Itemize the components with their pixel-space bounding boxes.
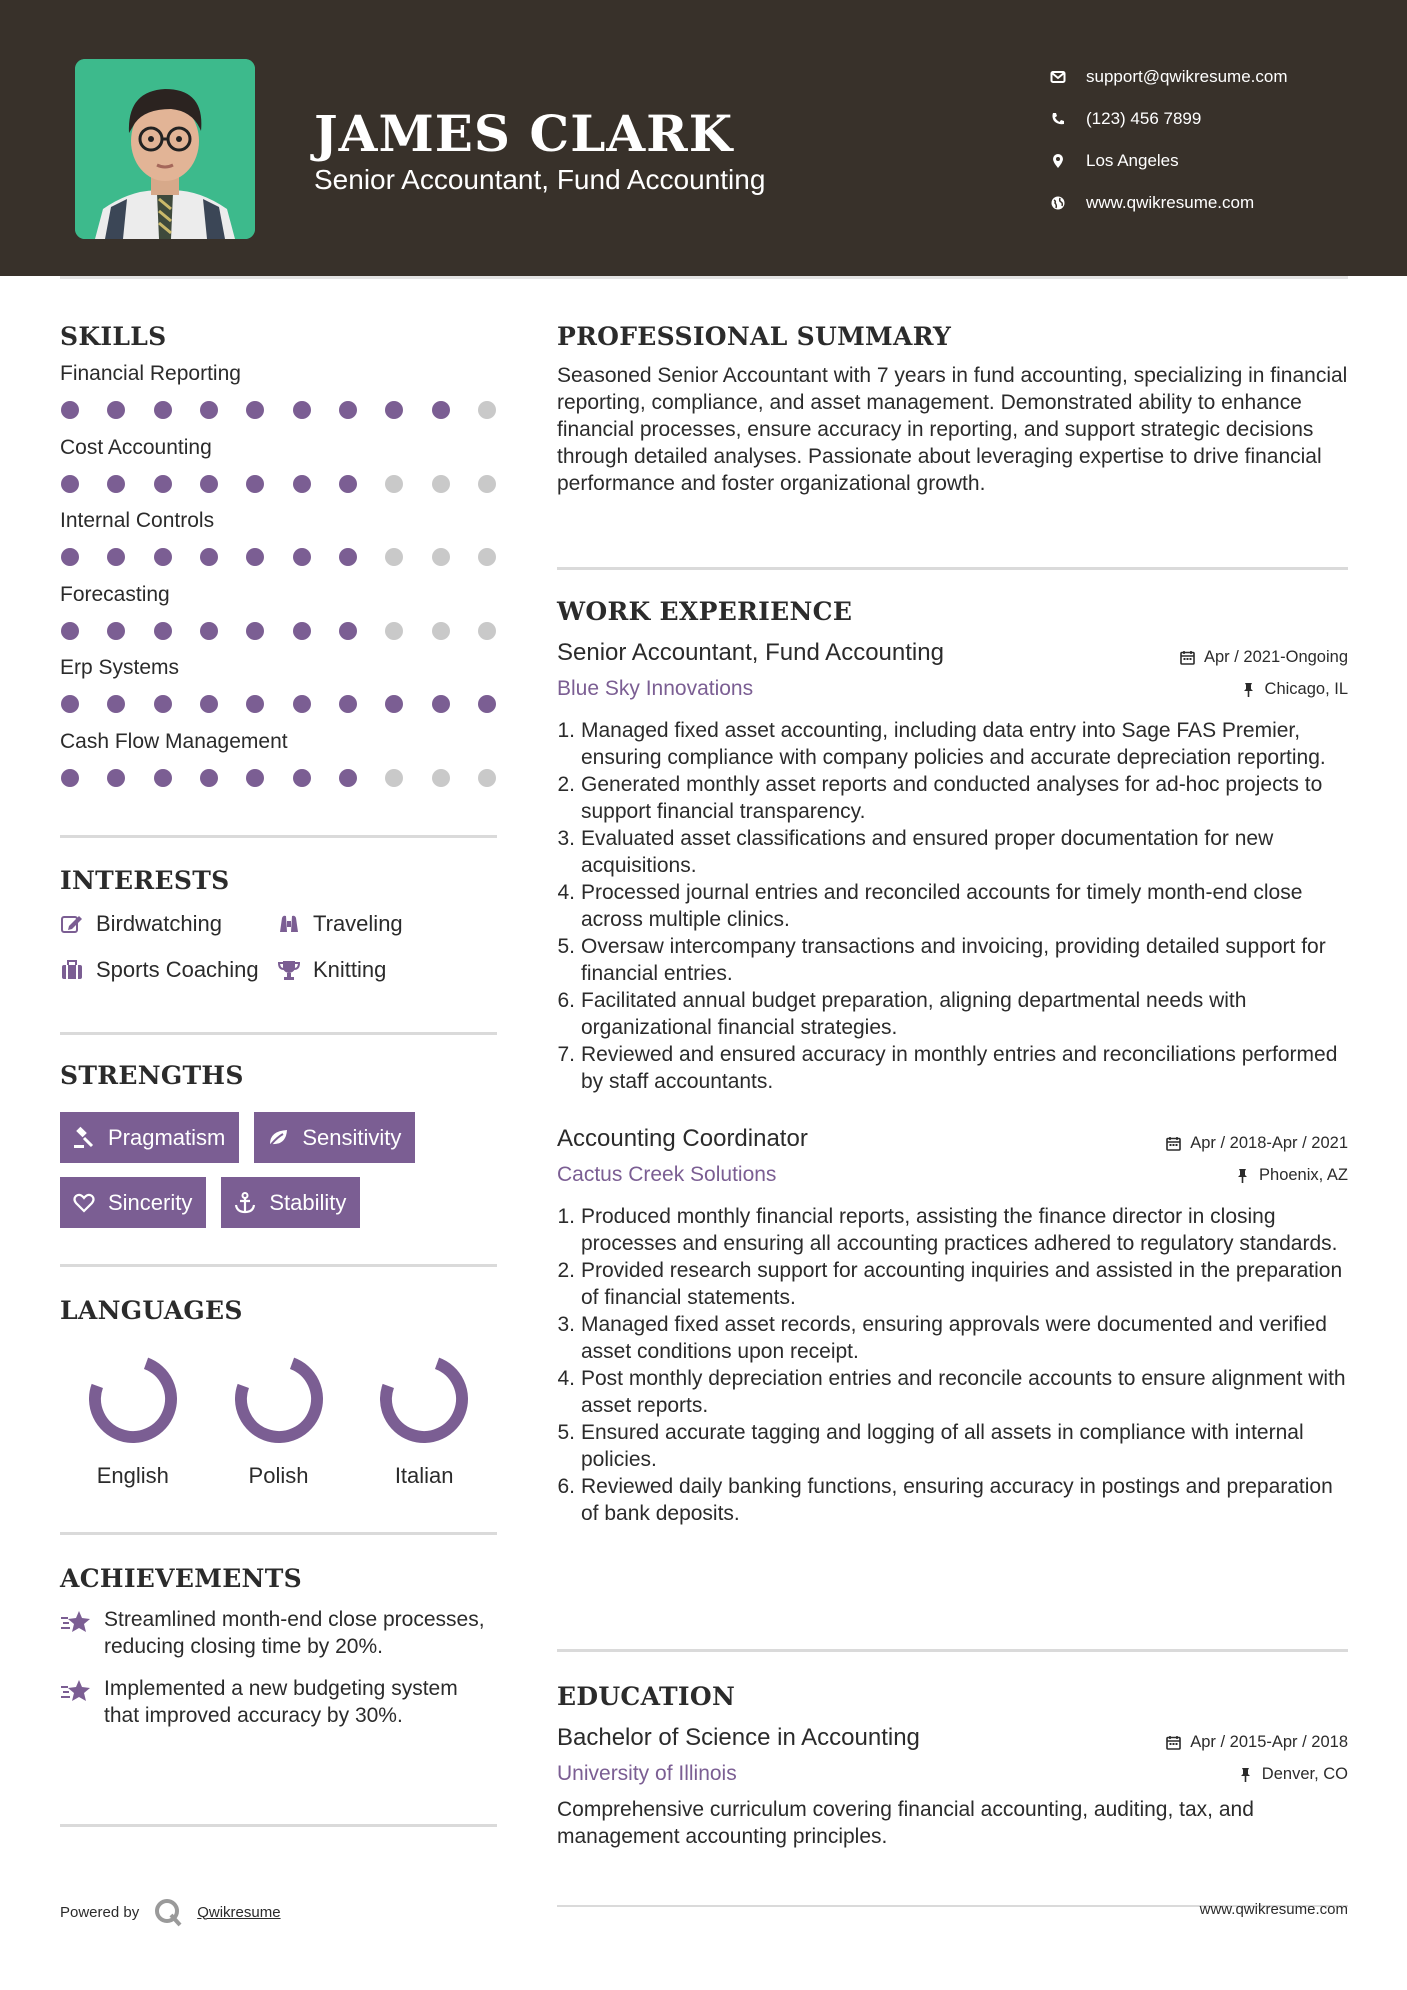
rating-dot-filled [107,695,125,713]
job-bullet-text: Processed journal entries and reconciled accounts for timely month-end close across multiple clinics. [581,881,1303,931]
rating-dot-filled [246,622,264,640]
education-section [557,1682,1348,1850]
education-description: Comprehensive curriculum covering financial accounting, auditing, tax, and management accounting principles. [557,1798,1254,1848]
rating-dot-filled [200,475,218,493]
skill-rating [60,609,497,653]
skill-rating [60,388,497,432]
trophy-icon [277,959,313,981]
rating-dot-filled [107,475,125,493]
rating-dot-filled [246,401,264,419]
interest-item [60,910,277,938]
languages-list [60,1353,497,1489]
rating-dot-filled [61,548,79,566]
language-item [60,1353,206,1489]
interest-label: Sports Coaching [96,957,259,982]
rating-dot-filled [339,769,357,787]
skills-section [60,322,497,800]
experience-section [557,597,1348,1527]
job-bullet: 1. Managed fixed asset accounting, including data entry into Sage FAS Premier, ensuring compliance with company policies and accurate depreciation reporting. [557,717,1348,771]
job-date-text: Apr / 2018-Apr / 2021 [1190,1134,1348,1152]
job-bullet-text: Generated monthly asset reports and conducted analyses for ad-hoc projects to support financial transparency. [581,773,1323,823]
language-level-ring [87,1353,179,1445]
job-bullet: 6. Facilitated annual budget preparation, aligning departmental needs with organizational financial strategies. [557,987,1348,1041]
job-bullet-text: Oversaw intercompany transactions and invoicing, providing detailed support for financial entries. [581,935,1326,985]
contact-phone[interactable] [1050,98,1370,140]
rating-dot-filled [246,695,264,713]
job-location-text: Chicago, IL [1264,679,1348,698]
rating-dot-filled [246,548,264,566]
section-divider [60,1264,497,1267]
anchor-icon [233,1191,257,1215]
skill-item [60,506,497,580]
job-bullet: 5. Ensured accurate tagging and logging of all assets in compliance with internal policies. [557,1419,1348,1473]
job-bullet-text: Provided research support for accounting inquiries and assisted in the preparation of financial statements. [581,1259,1343,1309]
job-bullet-text: Reviewed daily banking functions, ensuring accuracy in postings and preparation of bank deposits. [581,1475,1333,1525]
language-name: Italian [394,1463,454,1488]
qwikresume-link[interactable]: Qwikresume [197,1903,281,1921]
interest-item [277,910,497,938]
rating-dot-empty [385,475,403,493]
skill-rating [60,682,497,726]
interests-list [60,910,497,984]
pushpin-icon [1241,682,1256,697]
calendar-icon [1166,1735,1181,1750]
strength-chip [254,1112,415,1163]
education-location [1238,1765,1348,1784]
envelope-icon [1050,69,1086,85]
languages-title: LANGUAGES [60,1296,243,1325]
section-divider [557,567,1348,570]
skill-item [60,653,497,727]
section-divider [557,1649,1348,1652]
interest-item [277,956,497,984]
job-date [1180,648,1348,667]
skill-item [60,359,497,433]
gavel-icon [72,1126,96,1150]
skill-rating [60,535,497,579]
rating-dot-filled [200,622,218,640]
job-bullet: 6. Reviewed daily banking functions, ensuring accuracy in postings and preparation of bank deposits. [557,1473,1348,1527]
job-bullet: 4. Post monthly depreciation entries and reconcile accounts to ensure alignment with asset reports. [557,1365,1348,1419]
company-name: Cactus Creek Solutions [557,1163,777,1186]
rating-dot-filled [293,548,311,566]
rating-dot-filled [339,401,357,419]
skills-list [60,359,497,800]
job-subheader [557,677,1348,701]
rating-dot-empty [432,548,450,566]
rating-dot-filled [61,622,79,640]
edit-icon [60,913,96,935]
section-divider [60,1032,497,1035]
education-title: EDUCATION [557,1682,736,1711]
job-bullet: 3. Managed fixed asset records, ensuring approvals were documented and verified asset conditions upon receipt. [557,1311,1348,1365]
education-location-text: Denver, CO [1261,1764,1348,1783]
contact-website[interactable] [1050,182,1370,224]
rating-dot-filled [107,622,125,640]
skill-name: Financial Reporting [60,362,241,385]
rating-dot-filled [107,548,125,566]
achievement-text: Implemented a new budgeting system that improved accuracy by 30%. [104,1677,458,1727]
rating-dot-filled [293,401,311,419]
rating-dot-filled [246,475,264,493]
job-header [557,1125,1348,1153]
rating-dot-empty [385,769,403,787]
leaf-icon [266,1126,290,1150]
rating-dot-filled [61,695,79,713]
language-name: English [96,1463,169,1488]
job-bullet-text: Evaluated asset classifications and ensured proper documentation for new acquisitions. [581,827,1274,877]
rating-dot-filled [246,769,264,787]
qwikresume-logo-icon [153,1897,183,1927]
candidate-name: JAMES CLARK [314,104,734,163]
contact-phone-text: (123) 456 7899 [1086,109,1202,128]
heart-icon [72,1191,96,1215]
strength-label: Sincerity [108,1189,193,1215]
skill-name: Cost Accounting [60,435,212,459]
interest-label: Traveling [313,911,403,936]
rating-dot-empty [478,622,496,640]
contact-email-text: support@qwikresume.com [1086,67,1288,86]
achievements-title: ACHIEVEMENTS [60,1564,302,1593]
skill-name: Erp Systems [60,656,180,679]
briefcase-icon [60,959,96,981]
rating-dot-filled [385,695,403,713]
rating-dot-filled [293,769,311,787]
strengths-list [60,1112,497,1228]
job-location [1235,1166,1348,1185]
job-entry [557,639,1348,1095]
job-bullet: 2. Provided research support for accounting inquiries and assisted in the preparation of financial statements. [557,1257,1348,1311]
job-bullet-text: Managed fixed asset records, ensuring approvals were documented and verified asset conditions upon receipt. [581,1313,1327,1363]
binoculars-icon [277,913,313,935]
strengths-section [60,1061,497,1228]
rating-dot-empty [432,622,450,640]
rating-dot-filled [107,769,125,787]
rating-dot-filled [339,548,357,566]
job-bullet-text: Facilitated annual budget preparation, aligning departmental needs with organizational financial strategies. [581,989,1247,1039]
contact-location-text: Los Angeles [1086,151,1179,170]
job-location-text: Phoenix, AZ [1259,1165,1348,1184]
star-icon [60,1607,104,1660]
resume-header [0,0,1407,276]
rating-dot-filled [200,695,218,713]
strength-label: Pragmatism [108,1124,226,1150]
rating-dot-filled [293,475,311,493]
profile-photo [75,59,255,239]
rating-dot-filled [61,401,79,419]
achievement-item [60,1676,497,1729]
strength-chip [60,1177,206,1228]
rating-dot-filled [154,622,172,640]
pushpin-icon [1235,1168,1250,1183]
job-bullet-text: Ensured accurate tagging and logging of all assets in compliance with internal policies. [581,1421,1304,1471]
job-title: Senior Accountant, Fund Accounting [557,639,944,666]
job-title: Accounting Coordinator [557,1125,808,1152]
interest-label: Knitting [313,957,387,982]
rating-dot-filled [293,695,311,713]
skill-name: Cash Flow Management [60,729,288,753]
job-bullets [557,717,1348,1095]
summary-text: Seasoned Senior Accountant with 7 years in fund accounting, specializing in financial reporting, compliance, and asset management. Demonstrated ability to enhance financial processes, ensure accuracy in reporting, and support strategic decisions through detailed analyses. Passionate about leveraging expertise to drive financial performance and foster organizational growth. [557,364,1348,495]
rating-dot-filled [107,401,125,419]
rating-dot-filled [385,401,403,419]
job-bullets [557,1203,1348,1527]
rating-dot-filled [293,622,311,640]
rating-dot-empty [478,401,496,419]
pushpin-icon [1238,1767,1253,1782]
job-bullet: 5. Oversaw intercompany transactions and invoicing, providing detailed support for financial entries. [557,933,1348,987]
rating-dot-empty [478,548,496,566]
strength-label: Stability [269,1189,347,1215]
strength-chip [60,1112,239,1163]
achievements-section [60,1564,497,1729]
skill-name: Forecasting [60,582,170,606]
rating-dot-empty [432,475,450,493]
candidate-role: Senior Accountant, Fund Accounting [314,164,766,195]
job-entry [557,1125,1348,1527]
contact-location [1050,140,1370,182]
summary-section [557,322,1348,497]
interest-label: Birdwatching [96,911,222,936]
map-marker-icon [1050,153,1086,169]
job-bullet: 7. Reviewed and ensured accuracy in monthly entries and reconciliations performed by staff accountants. [557,1041,1348,1095]
summary-title: PROFESSIONAL SUMMARY [557,322,952,351]
school-name: University of Illinois [557,1762,737,1785]
star-icon [60,1676,104,1729]
rating-dot-empty [478,475,496,493]
job-date-text: Apr / 2021-Ongoing [1203,648,1348,666]
section-divider [60,835,497,838]
language-item [206,1353,352,1489]
strengths-title: STRENGTHS [60,1061,244,1090]
section-divider [60,1532,497,1535]
rating-dot-filled [154,769,172,787]
rating-dot-filled [61,475,79,493]
rating-dot-empty [385,548,403,566]
skill-name: Internal Controls [60,509,215,532]
education-date-text: Apr / 2015-Apr / 2018 [1190,1733,1348,1751]
contact-email[interactable] [1050,56,1370,98]
powered-label: Powered by [60,1903,140,1921]
experience-title: WORK EXPERIENCE [557,597,853,626]
job-bullet: 2. Generated monthly asset reports and conducted analyses for ad-hoc projects to support financial transparency. [557,771,1348,825]
skill-item [60,727,497,801]
skill-item [60,580,497,654]
rating-dot-filled [339,695,357,713]
rating-dot-filled [154,475,172,493]
globe-icon [1050,195,1086,211]
job-bullet-text: Post monthly depreciation entries and reconcile accounts to ensure alignment with asset reports. [581,1367,1346,1417]
languages-section [60,1296,497,1489]
skill-item [60,433,497,507]
header-divider [60,276,1348,279]
job-bullet: 4. Processed journal entries and reconciled accounts for timely month-end close across multiple clinics. [557,879,1348,933]
interests-section [60,866,497,984]
job-header [557,639,1348,667]
rating-dot-filled [154,401,172,419]
achievement-item [60,1607,497,1660]
rating-dot-empty [432,769,450,787]
rating-dot-empty [478,769,496,787]
job-bullet-text: Produced monthly financial reports, assisting the finance director in closing processes and ensuring all accounting practices adhered to regulatory standards. [581,1205,1338,1255]
rating-dot-filled [478,695,496,713]
job-bullet: 1. Produced monthly financial reports, assisting the finance director in closing processes and ensuring all accounting practices adhered to regulatory standards. [557,1203,1348,1257]
language-name: Polish [248,1463,309,1488]
footer-url[interactable]: www.qwikresume.com [1199,1901,1348,1918]
education-header [557,1724,1348,1752]
rating-dot-filled [200,401,218,419]
strength-label: Sensitivity [302,1124,402,1150]
degree-title: Bachelor of Science in Accounting [557,1724,920,1751]
job-date [1166,1134,1348,1153]
job-bullet: 3. Evaluated asset classifications and ensured proper documentation for new acquisitions. [557,825,1348,879]
rating-dot-filled [61,769,79,787]
section-divider [60,1824,497,1827]
phone-icon [1050,111,1086,127]
powered-by [60,1897,281,1927]
contact-website-text: www.qwikresume.com [1086,193,1255,212]
language-item [351,1353,497,1489]
rating-dot-filled [339,475,357,493]
job-subheader [557,1163,1348,1187]
rating-dot-filled [339,622,357,640]
rating-dot-filled [154,695,172,713]
education-date [1166,1733,1348,1752]
achievement-text: Streamlined month-end close processes, reducing closing time by 20%. [104,1608,485,1658]
language-level-ring [378,1353,470,1445]
education-subheader [557,1762,1348,1786]
calendar-icon [1180,650,1195,665]
job-location [1241,680,1348,699]
calendar-icon [1166,1136,1181,1151]
contact-list [1050,56,1370,224]
job-bullet-text: Reviewed and ensured accuracy in monthly entries and reconciliations performed by staff accountants. [581,1043,1338,1093]
rating-dot-filled [200,548,218,566]
job-bullet-text: Managed fixed asset accounting, including data entry into Sage FAS Premier, ensuring compliance with company policies and accurate depreciation reporting. [581,719,1326,769]
skills-title: SKILLS [60,322,167,351]
skill-rating [60,462,497,506]
rating-dot-filled [432,401,450,419]
company-name: Blue Sky Innovations [557,677,754,700]
rating-dot-filled [432,695,450,713]
interests-title: INTERESTS [60,866,230,895]
rating-dot-filled [200,769,218,787]
skill-rating [60,756,497,800]
rating-dot-filled [154,548,172,566]
language-level-ring [233,1353,325,1445]
rating-dot-empty [385,622,403,640]
strength-chip [221,1177,360,1228]
interest-item [60,956,277,984]
